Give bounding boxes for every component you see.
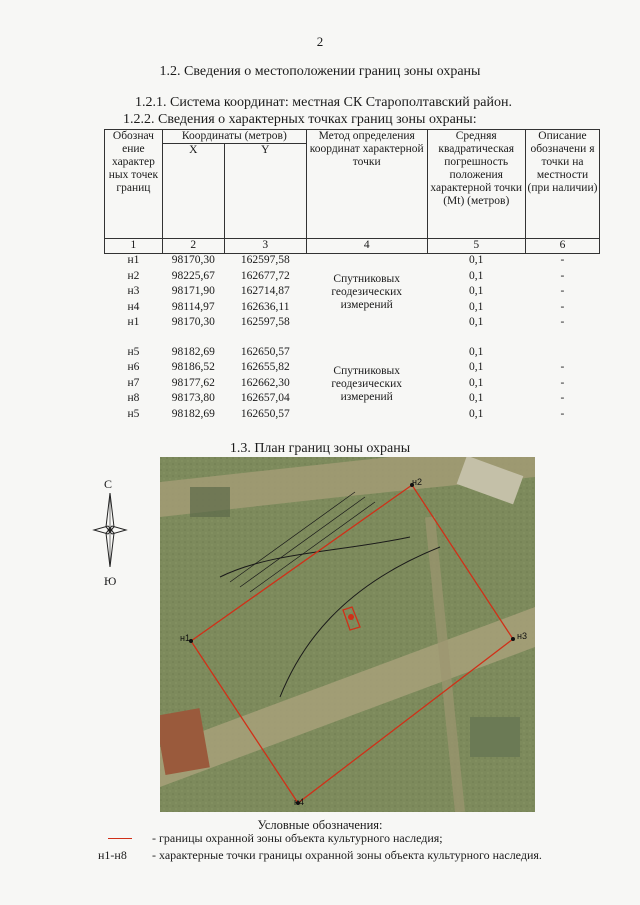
- column-number: 5: [427, 239, 525, 254]
- header-error: Средняя квадратическая погрешность положения характерной точки (Mt) (метров): [427, 130, 525, 239]
- description-value: -: [560, 376, 565, 389]
- coord-y: 162655,82: [240, 361, 290, 373]
- header-method: Метод определения координат характерной точки: [306, 130, 427, 239]
- compass-north-label: С: [104, 477, 113, 491]
- point-id: н3: [127, 285, 140, 297]
- error-value: 0,1: [469, 407, 484, 420]
- header-coords: Координаты (метров): [162, 130, 306, 144]
- header-designation: Обознач ение характер ных точек границ: [105, 130, 163, 239]
- header-x: X: [162, 144, 224, 239]
- header-description: Описание обозначени я точки на местности (при наличии): [525, 130, 599, 239]
- description-value: -: [560, 361, 565, 373]
- point-label-n2: н2: [412, 477, 422, 487]
- site-plan-map: [160, 457, 535, 812]
- error-value: 0,1: [469, 300, 484, 313]
- legend-title: Условные обозначения:: [257, 818, 383, 832]
- column-number: 3: [224, 239, 306, 254]
- column-number: 6: [525, 239, 599, 254]
- description-value: -: [560, 300, 565, 313]
- point-id: н6: [127, 361, 140, 373]
- column-number: 2: [162, 239, 224, 254]
- coord-y: 162636,11: [241, 300, 290, 313]
- compass-rose-icon: [90, 475, 130, 585]
- point-id: н1: [127, 316, 140, 328]
- object-marker-icon: [348, 614, 354, 620]
- error-value: 0,1: [469, 269, 484, 282]
- legend-points-symbol: н1-н8: [98, 848, 127, 862]
- coord-x: 98171,90: [171, 285, 215, 297]
- method-cell: Спутниковых геодезических измерений: [331, 364, 403, 403]
- description-value: -: [560, 285, 565, 297]
- column-number: 1: [105, 239, 163, 254]
- section-title: 1.2. Сведения о местоположении границ зоны охраны: [159, 64, 481, 79]
- error-value: 0,1: [469, 376, 484, 389]
- spacer-row: [105, 332, 600, 346]
- coord-y: 162650,57: [240, 345, 290, 358]
- coord-x: 98173,80: [171, 392, 215, 404]
- coord-y: 162657,04: [240, 392, 290, 404]
- table-row: [105, 254, 600, 270]
- point-id: н2: [127, 269, 140, 282]
- error-value: 0,1: [469, 361, 484, 373]
- header-y: Y: [224, 144, 306, 239]
- point-id: н1: [127, 254, 140, 266]
- error-value: 0,1: [469, 345, 484, 358]
- point-id: н8: [127, 392, 140, 404]
- error-value: 0,1: [469, 392, 484, 404]
- satellite-image: [160, 457, 535, 812]
- coord-y: 162650,57: [240, 407, 290, 420]
- point-label-n3: н3: [517, 631, 527, 641]
- description-value: -: [560, 254, 565, 266]
- compass-south-label: Ю: [104, 574, 117, 588]
- coord-y: 162677,72: [240, 269, 290, 282]
- coord-x: 98114,97: [171, 300, 215, 313]
- point-label-n4: н4: [294, 797, 304, 807]
- coord-y: 162714,87: [240, 285, 290, 297]
- coord-x: 98170,30: [171, 254, 215, 266]
- point-id: н5: [127, 345, 140, 358]
- coordinates-table: [104, 129, 600, 423]
- description-value: -: [560, 316, 565, 328]
- table-row: [105, 346, 600, 362]
- point-id: н5: [127, 407, 140, 420]
- column-number: 4: [306, 239, 427, 254]
- legend-item-boundary: - границы охранной зоны объекта культурного наследия;: [152, 831, 443, 845]
- coord-y: 162662,30: [240, 376, 290, 389]
- page-number: 2: [316, 34, 324, 49]
- error-value: 0,1: [469, 316, 484, 328]
- coord-x: 98182,69: [171, 407, 215, 420]
- description-value: [525, 346, 599, 362]
- coord-x: 98186,52: [171, 361, 215, 373]
- coord-x: 98182,69: [171, 345, 215, 358]
- legend-item-points: - характерные точки границы охранной зоны объекта культурного наследия.: [152, 848, 542, 862]
- error-value: 0,1: [469, 254, 484, 266]
- method-cell: Спутниковых геодезических измерений: [331, 273, 403, 312]
- error-value: 0,1: [469, 285, 484, 297]
- coord-x: 98170,30: [171, 316, 215, 328]
- plan-title: 1.3. План границ зоны охраны: [229, 441, 411, 456]
- point-id: н7: [127, 376, 140, 389]
- coord-x: 98225,67: [171, 269, 215, 282]
- coord-x: 98177,62: [171, 376, 215, 389]
- point-id: н4: [127, 300, 140, 313]
- coord-system-line: 1.2.1. Система координат: местная СК Старополтавский район.: [135, 95, 512, 110]
- description-value: -: [560, 407, 565, 420]
- coord-y: 162597,58: [240, 316, 290, 328]
- description-value: -: [560, 269, 565, 282]
- description-value: -: [560, 392, 565, 404]
- points-heading: 1.2.2. Сведения о характерных точках границ зоны охраны:: [123, 112, 477, 127]
- legend-boundary-line-icon: [108, 838, 132, 839]
- coord-y: 162597,58: [240, 254, 290, 266]
- point-label-n1: н1: [180, 633, 190, 643]
